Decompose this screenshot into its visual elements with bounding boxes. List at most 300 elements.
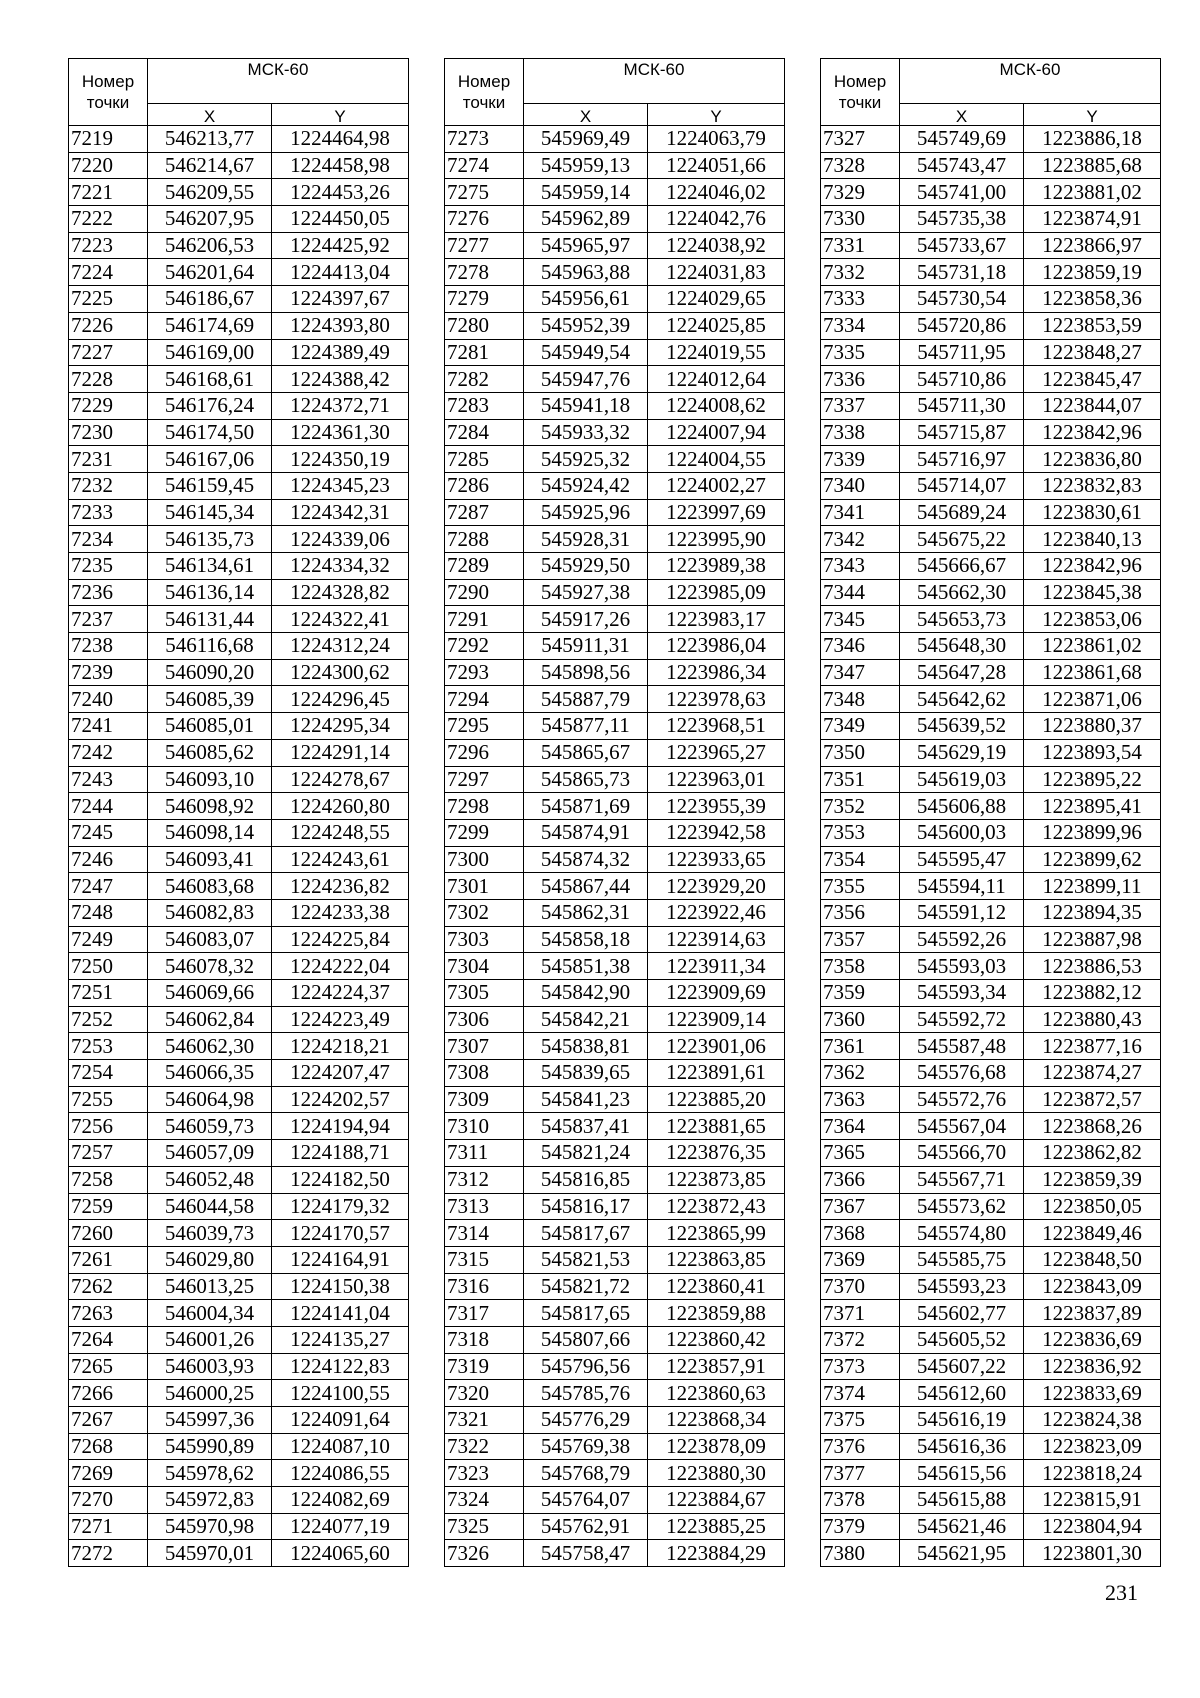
table-row xyxy=(69,1487,409,1514)
x-coordinate-cell: 545821,72 xyxy=(524,1273,648,1300)
point-number-cell: 7313 xyxy=(445,1193,524,1220)
point-number-cell: 7272 xyxy=(69,1540,148,1567)
y-coordinate-cell: 1223873,85 xyxy=(648,1166,785,1193)
table-row xyxy=(821,312,1161,339)
y-coordinate-cell: 1223911,34 xyxy=(648,953,785,980)
y-coordinate-cell: 1224007,94 xyxy=(648,419,785,446)
y-coordinate-cell: 1223929,20 xyxy=(648,873,785,900)
x-coordinate-cell: 546085,01 xyxy=(148,713,272,740)
y-coordinate-cell: 1223955,39 xyxy=(648,793,785,820)
point-number-cell: 7288 xyxy=(445,526,524,553)
x-coordinate-cell: 546207,95 xyxy=(148,206,272,233)
y-coordinate-cell: 1224031,83 xyxy=(648,259,785,286)
x-coordinate-cell: 545616,19 xyxy=(900,1407,1024,1434)
y-coordinate-cell: 1223933,65 xyxy=(648,846,785,873)
y-coordinate-cell: 1223886,53 xyxy=(1024,953,1161,980)
point-number-cell: 7271 xyxy=(69,1513,148,1540)
x-coordinate-cell: 545572,76 xyxy=(900,1086,1024,1113)
point-number-cell: 7308 xyxy=(445,1060,524,1087)
point-number-cell: 7270 xyxy=(69,1487,148,1514)
x-coordinate-cell: 545639,52 xyxy=(900,713,1024,740)
x-coordinate-cell: 545642,62 xyxy=(900,686,1024,713)
table-row xyxy=(821,739,1161,766)
table-row xyxy=(445,1300,785,1327)
y-coordinate-cell: 1223886,18 xyxy=(1024,126,1161,153)
point-number-cell: 7322 xyxy=(445,1433,524,1460)
y-coordinate-cell: 1223872,57 xyxy=(1024,1086,1161,1113)
x-coordinate-cell: 545851,38 xyxy=(524,953,648,980)
point-number-cell: 7323 xyxy=(445,1460,524,1487)
x-coordinate-cell: 545887,79 xyxy=(524,686,648,713)
x-coordinate-cell: 546039,73 xyxy=(148,1220,272,1247)
point-number-cell: 7226 xyxy=(69,312,148,339)
y-coordinate-cell: 1223848,27 xyxy=(1024,339,1161,366)
x-coordinate-cell: 545947,76 xyxy=(524,366,648,393)
x-coordinate-cell: 545911,31 xyxy=(524,633,648,660)
x-coordinate-cell: 545959,13 xyxy=(524,152,648,179)
y-coordinate-cell: 1224224,37 xyxy=(272,980,409,1007)
y-coordinate-cell: 1223878,09 xyxy=(648,1433,785,1460)
point-number-cell: 7373 xyxy=(821,1353,900,1380)
x-coordinate-cell: 545585,75 xyxy=(900,1246,1024,1273)
table-row xyxy=(821,499,1161,526)
y-coordinate-cell: 1224413,04 xyxy=(272,259,409,286)
table-row xyxy=(445,873,785,900)
x-coordinate-cell: 546098,14 xyxy=(148,819,272,846)
x-coordinate-cell: 546145,34 xyxy=(148,499,272,526)
point-number-cell: 7369 xyxy=(821,1246,900,1273)
y-coordinate-cell: 1223862,82 xyxy=(1024,1140,1161,1167)
table-row xyxy=(69,1113,409,1140)
point-number-cell: 7302 xyxy=(445,899,524,926)
y-coordinate-cell: 1224397,67 xyxy=(272,286,409,313)
table-row xyxy=(445,846,785,873)
point-number-cell: 7286 xyxy=(445,472,524,499)
table-row xyxy=(69,179,409,206)
x-coordinate-cell: 545990,89 xyxy=(148,1433,272,1460)
point-number-cell: 7222 xyxy=(69,206,148,233)
y-coordinate-cell: 1224393,80 xyxy=(272,312,409,339)
table-row xyxy=(445,686,785,713)
point-number-cell: 7229 xyxy=(69,392,148,419)
table-row xyxy=(69,553,409,580)
point-number-cell: 7285 xyxy=(445,446,524,473)
point-number-cell: 7301 xyxy=(445,873,524,900)
point-number-cell: 7326 xyxy=(445,1540,524,1567)
x-coordinate-cell: 545592,72 xyxy=(900,1006,1024,1033)
y-coordinate-cell: 1223853,59 xyxy=(1024,312,1161,339)
point-number-cell: 7348 xyxy=(821,686,900,713)
x-coordinate-cell: 545675,22 xyxy=(900,526,1024,553)
y-coordinate-cell: 1223880,43 xyxy=(1024,1006,1161,1033)
point-number-cell: 7290 xyxy=(445,579,524,606)
table-row xyxy=(445,259,785,286)
table-row xyxy=(445,553,785,580)
table-row xyxy=(445,1033,785,1060)
point-number-cell: 7297 xyxy=(445,766,524,793)
table-row xyxy=(445,366,785,393)
y-coordinate-cell: 1223884,67 xyxy=(648,1487,785,1514)
point-number-cell: 7379 xyxy=(821,1513,900,1540)
point-number-cell: 7325 xyxy=(445,1513,524,1540)
table-row xyxy=(69,472,409,499)
y-coordinate-cell: 1223983,17 xyxy=(648,606,785,633)
y-coordinate-cell: 1224453,26 xyxy=(272,179,409,206)
y-coordinate-cell: 1224038,92 xyxy=(648,232,785,259)
x-header: X xyxy=(148,104,272,126)
x-coordinate-cell: 546136,14 xyxy=(148,579,272,606)
x-coordinate-cell: 546090,20 xyxy=(148,659,272,686)
point-number-cell: 7274 xyxy=(445,152,524,179)
table-row xyxy=(69,366,409,393)
x-coordinate-cell: 546085,62 xyxy=(148,739,272,766)
x-coordinate-cell: 545648,30 xyxy=(900,633,1024,660)
y-coordinate-cell: 1224300,62 xyxy=(272,659,409,686)
table-row xyxy=(69,1513,409,1540)
x-coordinate-cell: 546083,68 xyxy=(148,873,272,900)
x-coordinate-cell: 545796,56 xyxy=(524,1353,648,1380)
table-row xyxy=(69,206,409,233)
y-coordinate-cell: 1224236,82 xyxy=(272,873,409,900)
table-row xyxy=(445,953,785,980)
table-row xyxy=(69,1060,409,1087)
x-coordinate-cell: 545874,91 xyxy=(524,819,648,846)
point-number-cell: 7361 xyxy=(821,1033,900,1060)
point-number-cell: 7249 xyxy=(69,926,148,953)
table-row xyxy=(69,926,409,953)
y-coordinate-cell: 1223863,85 xyxy=(648,1246,785,1273)
point-number-cell: 7354 xyxy=(821,846,900,873)
x-coordinate-cell: 545607,22 xyxy=(900,1353,1024,1380)
point-number-cell: 7268 xyxy=(69,1433,148,1460)
table-row xyxy=(445,1513,785,1540)
y-coordinate-cell: 1223824,38 xyxy=(1024,1407,1161,1434)
point-number-cell: 7300 xyxy=(445,846,524,873)
point-number-cell: 7380 xyxy=(821,1540,900,1567)
point-number-cell: 7311 xyxy=(445,1140,524,1167)
x-coordinate-cell: 545743,47 xyxy=(900,152,1024,179)
x-coordinate-cell: 546214,67 xyxy=(148,152,272,179)
y-coordinate-cell: 1224207,47 xyxy=(272,1060,409,1087)
y-coordinate-cell: 1224296,45 xyxy=(272,686,409,713)
table-row xyxy=(69,793,409,820)
table-row xyxy=(821,126,1161,153)
x-coordinate-cell: 545715,87 xyxy=(900,419,1024,446)
point-number-cell: 7347 xyxy=(821,659,900,686)
y-coordinate-cell: 1224051,66 xyxy=(648,152,785,179)
coordinates-table-3 xyxy=(820,58,1161,1567)
x-coordinate-cell: 545962,89 xyxy=(524,206,648,233)
table-row xyxy=(445,392,785,419)
point-number-cell: 7352 xyxy=(821,793,900,820)
table-row xyxy=(445,1140,785,1167)
table-row xyxy=(445,526,785,553)
y-coordinate-cell: 1223859,88 xyxy=(648,1300,785,1327)
table-row xyxy=(445,1433,785,1460)
y-coordinate-cell: 1224233,38 xyxy=(272,899,409,926)
y-coordinate-cell: 1223837,89 xyxy=(1024,1300,1161,1327)
y-coordinate-cell: 1223884,29 xyxy=(648,1540,785,1567)
x-coordinate-cell: 545978,62 xyxy=(148,1460,272,1487)
x-coordinate-cell: 546131,44 xyxy=(148,606,272,633)
point-number-cell: 7294 xyxy=(445,686,524,713)
point-number-cell: 7330 xyxy=(821,206,900,233)
table-row xyxy=(821,846,1161,873)
table-row xyxy=(821,1140,1161,1167)
x-coordinate-cell: 545933,32 xyxy=(524,419,648,446)
point-number-cell: 7331 xyxy=(821,232,900,259)
x-coordinate-cell: 545837,41 xyxy=(524,1113,648,1140)
y-coordinate-cell: 1223922,46 xyxy=(648,899,785,926)
x-coordinate-cell: 545711,30 xyxy=(900,392,1024,419)
x-coordinate-cell: 545594,11 xyxy=(900,873,1024,900)
x-coordinate-cell: 546209,55 xyxy=(148,179,272,206)
y-coordinate-cell: 1224077,19 xyxy=(272,1513,409,1540)
x-coordinate-cell: 546159,45 xyxy=(148,472,272,499)
x-coordinate-cell: 545969,49 xyxy=(524,126,648,153)
y-coordinate-cell: 1224100,55 xyxy=(272,1380,409,1407)
table-row xyxy=(69,1326,409,1353)
x-coordinate-cell: 545606,88 xyxy=(900,793,1024,820)
table-row xyxy=(69,980,409,1007)
table-row xyxy=(821,1033,1161,1060)
point-number-cell: 7306 xyxy=(445,1006,524,1033)
y-coordinate-cell: 1224295,34 xyxy=(272,713,409,740)
y-coordinate-cell: 1223874,27 xyxy=(1024,1060,1161,1087)
point-number-cell: 7293 xyxy=(445,659,524,686)
table-row xyxy=(821,713,1161,740)
x-coordinate-cell: 545600,03 xyxy=(900,819,1024,846)
point-number-cell: 7221 xyxy=(69,179,148,206)
table-row xyxy=(821,1193,1161,1220)
table-row xyxy=(69,739,409,766)
y-coordinate-cell: 1223858,36 xyxy=(1024,286,1161,313)
x-coordinate-cell: 545662,30 xyxy=(900,579,1024,606)
x-coordinate-cell: 546098,92 xyxy=(148,793,272,820)
point-number-cell: 7284 xyxy=(445,419,524,446)
y-coordinate-cell: 1223895,41 xyxy=(1024,793,1161,820)
x-coordinate-cell: 545970,98 xyxy=(148,1513,272,1540)
x-coordinate-cell: 545616,36 xyxy=(900,1433,1024,1460)
table-row xyxy=(69,392,409,419)
x-coordinate-cell: 545758,47 xyxy=(524,1540,648,1567)
point-number-cell: 7335 xyxy=(821,339,900,366)
table-row xyxy=(821,152,1161,179)
table-row xyxy=(821,1166,1161,1193)
x-coordinate-cell: 546135,73 xyxy=(148,526,272,553)
x-coordinate-cell: 545871,69 xyxy=(524,793,648,820)
point-number-cell: 7227 xyxy=(69,339,148,366)
x-coordinate-cell: 545595,47 xyxy=(900,846,1024,873)
x-coordinate-cell: 545877,11 xyxy=(524,713,648,740)
x-coordinate-cell: 545959,14 xyxy=(524,179,648,206)
y-coordinate-cell: 1223857,91 xyxy=(648,1353,785,1380)
table-row xyxy=(69,1220,409,1247)
point-number-cell: 7242 xyxy=(69,739,148,766)
table-row xyxy=(445,819,785,846)
x-coordinate-cell: 545925,96 xyxy=(524,499,648,526)
y-coordinate-cell: 1223872,43 xyxy=(648,1193,785,1220)
table-row xyxy=(821,1326,1161,1353)
x-coordinate-cell: 545941,18 xyxy=(524,392,648,419)
x-coordinate-cell: 545817,67 xyxy=(524,1220,648,1247)
y-coordinate-cell: 1224218,21 xyxy=(272,1033,409,1060)
table-row xyxy=(69,659,409,686)
x-coordinate-cell: 545666,67 xyxy=(900,553,1024,580)
x-coordinate-cell: 545865,73 xyxy=(524,766,648,793)
point-number-cell: 7350 xyxy=(821,739,900,766)
coordinate-system-header: МСК-60 xyxy=(148,59,409,104)
x-coordinate-cell: 545821,53 xyxy=(524,1246,648,1273)
table-row xyxy=(821,793,1161,820)
y-coordinate-cell: 1223845,38 xyxy=(1024,579,1161,606)
y-coordinate-cell: 1224012,64 xyxy=(648,366,785,393)
point-number-cell: 7233 xyxy=(69,499,148,526)
y-coordinate-cell: 1223804,94 xyxy=(1024,1513,1161,1540)
y-coordinate-cell: 1223901,06 xyxy=(648,1033,785,1060)
table-row xyxy=(445,499,785,526)
table-row xyxy=(445,419,785,446)
y-coordinate-cell: 1224194,94 xyxy=(272,1113,409,1140)
y-coordinate-cell: 1224135,27 xyxy=(272,1326,409,1353)
y-coordinate-cell: 1224202,57 xyxy=(272,1086,409,1113)
point-number-cell: 7346 xyxy=(821,633,900,660)
table-row xyxy=(69,1140,409,1167)
y-coordinate-cell: 1224334,32 xyxy=(272,553,409,580)
table-row xyxy=(69,312,409,339)
point-number-cell: 7358 xyxy=(821,953,900,980)
y-coordinate-cell: 1224029,65 xyxy=(648,286,785,313)
y-coordinate-cell: 1224087,10 xyxy=(272,1433,409,1460)
table-row xyxy=(445,1380,785,1407)
x-coordinate-cell: 546168,61 xyxy=(148,366,272,393)
table-row xyxy=(69,633,409,660)
point-number-cell: 7336 xyxy=(821,366,900,393)
y-header: Y xyxy=(1024,104,1161,126)
y-coordinate-cell: 1224188,71 xyxy=(272,1140,409,1167)
x-coordinate-cell: 545749,69 xyxy=(900,126,1024,153)
table-row xyxy=(821,1433,1161,1460)
y-coordinate-cell: 1223986,04 xyxy=(648,633,785,660)
y-coordinate-cell: 1224122,83 xyxy=(272,1353,409,1380)
y-coordinate-cell: 1223885,25 xyxy=(648,1513,785,1540)
point-number-cell: 7295 xyxy=(445,713,524,740)
point-number-cell: 7235 xyxy=(69,553,148,580)
y-coordinate-cell: 1224291,14 xyxy=(272,739,409,766)
y-coordinate-cell: 1223877,16 xyxy=(1024,1033,1161,1060)
x-coordinate-cell: 546059,73 xyxy=(148,1113,272,1140)
table-row xyxy=(445,659,785,686)
y-coordinate-cell: 1223874,91 xyxy=(1024,206,1161,233)
x-coordinate-cell: 545615,88 xyxy=(900,1487,1024,1514)
x-coordinate-cell: 546001,26 xyxy=(148,1326,272,1353)
y-coordinate-cell: 1224458,98 xyxy=(272,152,409,179)
point-number-header: Номер точки xyxy=(69,59,148,126)
y-coordinate-cell: 1224464,98 xyxy=(272,126,409,153)
point-number-cell: 7255 xyxy=(69,1086,148,1113)
x-coordinate-cell: 545821,24 xyxy=(524,1140,648,1167)
point-number-cell: 7375 xyxy=(821,1407,900,1434)
table-row xyxy=(821,1513,1161,1540)
y-coordinate-cell: 1223985,09 xyxy=(648,579,785,606)
x-coordinate-cell: 545917,26 xyxy=(524,606,648,633)
point-number-cell: 7298 xyxy=(445,793,524,820)
point-number-cell: 7243 xyxy=(69,766,148,793)
x-coordinate-cell: 546004,34 xyxy=(148,1300,272,1327)
x-coordinate-cell: 545602,77 xyxy=(900,1300,1024,1327)
point-number-cell: 7337 xyxy=(821,392,900,419)
y-coordinate-cell: 1223895,22 xyxy=(1024,766,1161,793)
point-number-cell: 7248 xyxy=(69,899,148,926)
y-coordinate-cell: 1223823,09 xyxy=(1024,1433,1161,1460)
table-row xyxy=(445,312,785,339)
point-number-cell: 7279 xyxy=(445,286,524,313)
point-number-cell: 7232 xyxy=(69,472,148,499)
x-coordinate-cell: 545762,91 xyxy=(524,1513,648,1540)
y-coordinate-cell: 1223865,99 xyxy=(648,1220,785,1247)
x-coordinate-cell: 545785,76 xyxy=(524,1380,648,1407)
y-coordinate-cell: 1223843,09 xyxy=(1024,1273,1161,1300)
x-coordinate-cell: 545965,97 xyxy=(524,232,648,259)
x-coordinate-cell: 545841,23 xyxy=(524,1086,648,1113)
table-row xyxy=(445,179,785,206)
y-coordinate-cell: 1224170,57 xyxy=(272,1220,409,1247)
y-coordinate-cell: 1223899,62 xyxy=(1024,846,1161,873)
point-number-cell: 7231 xyxy=(69,446,148,473)
x-coordinate-cell: 545842,21 xyxy=(524,1006,648,1033)
point-number-cell: 7364 xyxy=(821,1113,900,1140)
table-row xyxy=(821,953,1161,980)
y-coordinate-cell: 1224450,05 xyxy=(272,206,409,233)
x-coordinate-cell: 545592,26 xyxy=(900,926,1024,953)
x-coordinate-cell: 545768,79 xyxy=(524,1460,648,1487)
y-coordinate-cell: 1223899,96 xyxy=(1024,819,1161,846)
table-row xyxy=(69,499,409,526)
point-number-cell: 7310 xyxy=(445,1113,524,1140)
table-row xyxy=(821,1273,1161,1300)
point-number-cell: 7378 xyxy=(821,1487,900,1514)
point-number-cell: 7299 xyxy=(445,819,524,846)
x-coordinate-cell: 545653,73 xyxy=(900,606,1024,633)
table-row xyxy=(445,286,785,313)
y-coordinate-cell: 1224179,32 xyxy=(272,1193,409,1220)
x-coordinate-cell: 546201,64 xyxy=(148,259,272,286)
x-coordinate-cell: 545716,97 xyxy=(900,446,1024,473)
x-coordinate-cell: 545776,29 xyxy=(524,1407,648,1434)
table-row xyxy=(69,953,409,980)
point-number-cell: 7332 xyxy=(821,259,900,286)
point-number-cell: 7287 xyxy=(445,499,524,526)
point-number-cell: 7252 xyxy=(69,1006,148,1033)
point-number-cell: 7366 xyxy=(821,1166,900,1193)
y-coordinate-cell: 1223836,69 xyxy=(1024,1326,1161,1353)
coordinates-table-1 xyxy=(68,58,409,1567)
y-coordinate-cell: 1224350,19 xyxy=(272,446,409,473)
y-coordinate-cell: 1224182,50 xyxy=(272,1166,409,1193)
table-row xyxy=(821,1460,1161,1487)
y-coordinate-cell: 1224225,84 xyxy=(272,926,409,953)
y-coordinate-cell: 1223866,97 xyxy=(1024,232,1161,259)
y-coordinate-cell: 1223882,12 xyxy=(1024,980,1161,1007)
point-number-cell: 7258 xyxy=(69,1166,148,1193)
table-row xyxy=(69,232,409,259)
x-coordinate-cell: 545647,28 xyxy=(900,659,1024,686)
y-coordinate-cell: 1223836,92 xyxy=(1024,1353,1161,1380)
point-number-cell: 7292 xyxy=(445,633,524,660)
table-row xyxy=(445,1086,785,1113)
y-coordinate-cell: 1224091,64 xyxy=(272,1407,409,1434)
table-row xyxy=(69,1166,409,1193)
